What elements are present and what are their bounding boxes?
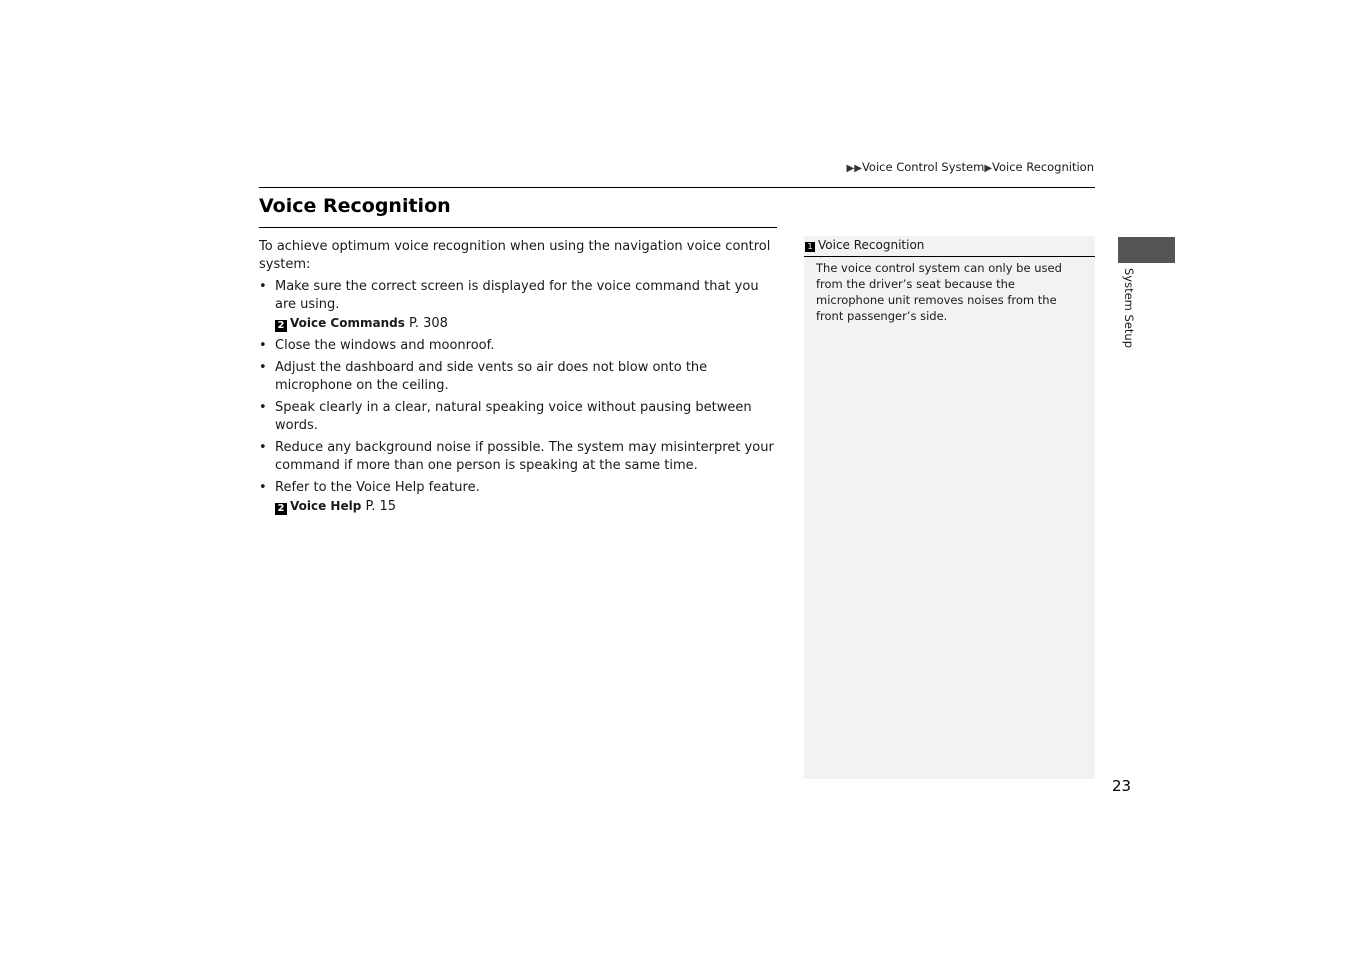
list-item-text: Reduce any background noise if possible. The system may misinterpret your command if more than one person is speaking at the same time. bbox=[275, 440, 774, 473]
bullet: • bbox=[259, 338, 267, 353]
section-tab-marker bbox=[1118, 237, 1175, 263]
xref-page[interactable]: P. 308 bbox=[409, 316, 448, 331]
bullet: • bbox=[259, 480, 267, 495]
xref-page[interactable]: P. 15 bbox=[365, 499, 397, 514]
list-item bbox=[259, 439, 779, 475]
bullet: • bbox=[259, 279, 267, 294]
breadcrumb bbox=[847, 160, 1094, 174]
page-number: 23 bbox=[1112, 777, 1132, 795]
side-note-header bbox=[804, 236, 1095, 257]
tips-list bbox=[259, 278, 779, 516]
list-item bbox=[259, 337, 779, 355]
xref-title[interactable]: Voice Commands bbox=[290, 316, 405, 330]
note-marker-icon: 1 bbox=[805, 242, 815, 252]
list-item-text: Adjust the dashboard and side vents so air does not blow onto the microphone on the ceiling. bbox=[275, 360, 708, 393]
list-item bbox=[259, 399, 779, 435]
list-item-text: Speak clearly in a clear, natural speaking voice without pausing between words. bbox=[275, 400, 752, 433]
list-item bbox=[259, 479, 779, 516]
title-underline bbox=[259, 227, 777, 228]
list-item-text: Make sure the correct screen is displayed for the voice command that you are using. bbox=[275, 279, 759, 312]
reference-arrow-icon: 2 bbox=[275, 320, 287, 332]
header-divider bbox=[259, 187, 1095, 188]
list-item-text: Refer to the Voice Help feature. bbox=[275, 480, 480, 495]
side-note-panel bbox=[804, 236, 1095, 779]
list-item bbox=[259, 359, 779, 395]
breadcrumb-arrows: ▶▶ bbox=[846, 163, 862, 174]
list-item bbox=[259, 278, 779, 333]
bullet: • bbox=[259, 440, 267, 455]
list-item-text: Close the windows and moonroof. bbox=[275, 338, 495, 353]
bullet: • bbox=[259, 400, 267, 415]
intro-text: To achieve optimum voice recognition when using the navigation voice control system: bbox=[259, 239, 771, 272]
cross-reference-voice-help[interactable] bbox=[275, 497, 779, 516]
breadcrumb-parent[interactable]: Voice Control System bbox=[861, 160, 985, 174]
side-note-title: Voice Recognition bbox=[818, 238, 925, 252]
xref-title[interactable]: Voice Help bbox=[290, 499, 362, 513]
cross-reference-voice-commands[interactable] bbox=[275, 314, 779, 333]
section-tab-label: System Setup bbox=[1122, 268, 1136, 349]
reference-arrow-icon: 2 bbox=[275, 503, 287, 515]
side-note-body: The voice control system can only be used from the driver’s seat because the microphone unit removes noises from the front passenger’s side. bbox=[816, 261, 1062, 323]
bullet: • bbox=[259, 360, 267, 375]
breadcrumb-separator: ▶ bbox=[984, 163, 993, 174]
page-title: Voice Recognition bbox=[259, 195, 451, 217]
breadcrumb-current: Voice Recognition bbox=[992, 160, 1094, 174]
main-content bbox=[259, 238, 779, 520]
